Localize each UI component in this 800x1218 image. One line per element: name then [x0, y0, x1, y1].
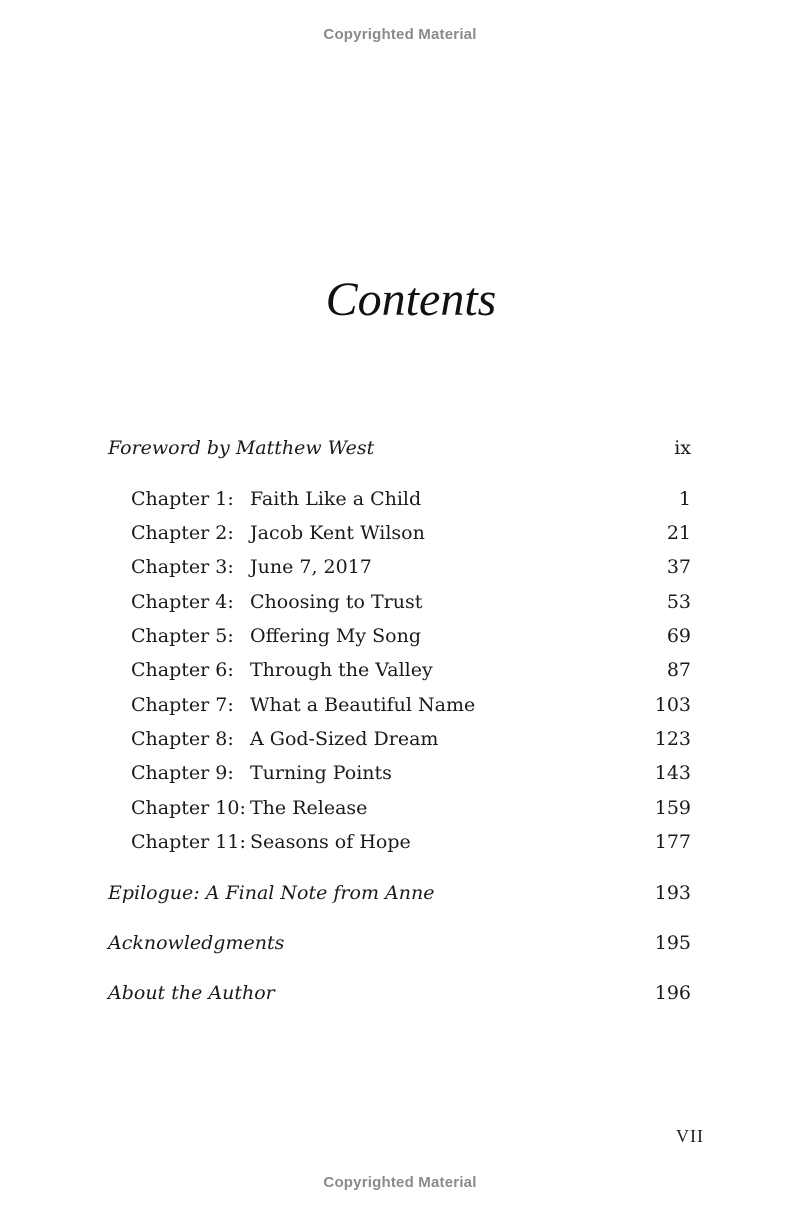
toc-chapter-10[interactable] [108, 793, 691, 823]
toc-chapter-9[interactable] [108, 758, 691, 788]
toc-chapter-1[interactable] [108, 484, 691, 514]
chapter-title: Offering My Song [250, 625, 421, 647]
chapter-title: A God-Sized Dream [250, 728, 439, 750]
chapter-title: June 7, 2017 [250, 556, 372, 578]
toc-entry-page: 196 [654, 982, 691, 1004]
toc-entry-label: Epilogue: A Final Note from Anne [108, 882, 435, 904]
chapter-page: 21 [666, 522, 691, 544]
copyright-watermark-bottom: Copyrighted Material [323, 1174, 477, 1191]
chapter-number: Chapter 11: [131, 831, 246, 853]
chapter-page: 177 [654, 831, 691, 853]
chapter-number: Chapter 6: [131, 659, 234, 681]
toc-chapter-11[interactable] [108, 827, 691, 857]
chapter-number: Chapter 7: [131, 694, 234, 716]
page-title: Contents [325, 273, 497, 326]
chapter-page: 143 [654, 762, 691, 784]
toc-chapter-4[interactable] [108, 587, 691, 617]
chapter-number: Chapter 5: [131, 625, 234, 647]
chapter-title: Faith Like a Child [250, 488, 422, 510]
copyright-watermark-top: Copyrighted Material [323, 26, 477, 43]
chapter-number: Chapter 8: [131, 728, 234, 750]
toc-chapter-7[interactable] [108, 690, 691, 720]
chapter-title: Choosing to Trust [250, 591, 423, 613]
chapter-number: Chapter 9: [131, 762, 234, 784]
toc-entry-label: Foreword by Matthew West [108, 437, 375, 459]
toc-chapter-3[interactable] [108, 552, 691, 582]
toc-entry-page: ix [674, 437, 691, 459]
page-folio: VII [676, 1126, 704, 1146]
toc-entry-acknowledgments[interactable] [108, 928, 691, 958]
chapter-page: 159 [654, 797, 691, 819]
chapter-page: 1 [678, 488, 691, 510]
chapter-page: 103 [654, 694, 691, 716]
toc-entry-foreword[interactable] [108, 433, 691, 463]
chapter-number: Chapter 4: [131, 591, 234, 613]
toc-chapter-5[interactable] [108, 621, 691, 651]
chapter-number: Chapter 3: [131, 556, 234, 578]
chapter-number: Chapter 10: [131, 797, 246, 819]
chapter-page: 87 [666, 659, 691, 681]
chapter-title: The Release [250, 797, 368, 819]
chapter-page: 123 [654, 728, 691, 750]
toc-chapter-6[interactable] [108, 655, 691, 685]
chapter-page: 69 [666, 625, 691, 647]
toc-entry-about-the-author[interactable] [108, 978, 691, 1008]
toc-entry-epilogue[interactable] [108, 878, 691, 908]
toc-entry-label: Acknowledgments [108, 932, 285, 954]
chapter-title: Turning Points [250, 762, 392, 784]
toc-entry-page: 193 [654, 882, 691, 904]
toc-chapter-8[interactable] [108, 724, 691, 754]
chapter-page: 37 [666, 556, 691, 578]
toc-entry-page: 195 [654, 932, 691, 954]
toc-entry-label: About the Author [108, 982, 275, 1004]
chapter-title: What a Beautiful Name [250, 694, 476, 716]
chapter-title: Seasons of Hope [250, 831, 411, 853]
toc-chapter-2[interactable] [108, 518, 691, 548]
chapter-title: Jacob Kent Wilson [250, 522, 425, 544]
chapter-page: 53 [666, 591, 691, 613]
chapter-number: Chapter 2: [131, 522, 234, 544]
chapter-title: Through the Valley [250, 659, 433, 681]
chapter-number: Chapter 1: [131, 488, 234, 510]
